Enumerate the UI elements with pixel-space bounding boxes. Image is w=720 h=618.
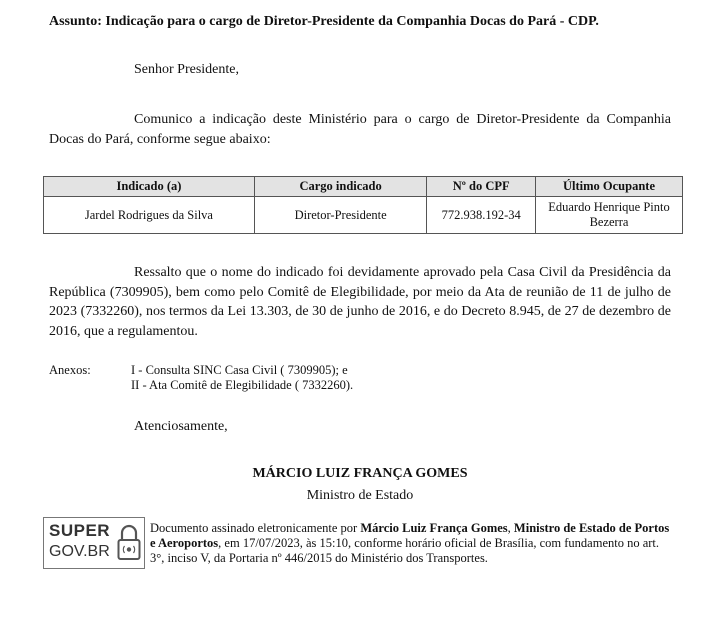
padlock-icon [117,522,141,562]
nomination-table [43,176,683,234]
subject-label: Assunto [49,14,98,29]
sig-prefix: Documento assinado eletronicamente por [150,521,358,535]
header-cargo: Cargo indicado [254,177,427,197]
table-row [44,197,683,234]
sig-signer-name: Márcio Luiz França Gomes [360,521,508,535]
cell-ultimo-ocupante: Eduardo Henrique Pinto Bezerra [536,197,683,234]
annexes-label: Anexos: [49,363,91,377]
signer-role: Ministro de Estado [306,488,414,503]
sig-suffix: , em 17/07/2023, às 15:10, conforme horário oficial de Brasília, com fundamento no art. 3°, inciso V, da Portaria nº 446/2015 do Ministério dos Transportes. [150,536,660,565]
cell-cargo: Diretor-Presidente [254,197,427,234]
annex-item: I - Consulta SINC Casa Civil ( 7309905); e [131,363,348,377]
cell-indicado: Jardel Rodrigues da Silva [44,197,255,234]
closing: Atenciosamente, [134,419,228,434]
paragraph-approval: Ressalto que o nome do indicado foi devidamente aprovado pela Casa Civil da Presidência da República (7309905), bem como pelo Comitê de Elegibilidade, por meio da Ata de reunião de 11 de julho de 2023 (7332260), nos termos da Lei 13.303, de 30 de junho de 2016, e do Decreto 8.945, de 27 de dezembro de 2016, que a regulamentou. [49,265,671,339]
electronic-signature-text: Documento assinado eletronicamente por Márcio Luiz França Gomes, Ministro de Estado de Portos e Aeroportos, em 17/07/2023, às 15:10, conforme horário oficial de Brasília, com fundamento no art. 3°, inciso V, da Portaria nº 446/2015 do Ministério dos Transportes. [150,521,670,565]
signer-name: MÁRCIO LUIZ FRANÇA GOMES [252,466,468,481]
annex-item: II - Ata Comitê de Elegibilidade ( 7332260). [131,378,354,392]
greeting: Senhor Presidente, [134,62,239,77]
seal-line2: GOV.BR [49,543,110,560]
subject-line: Assunto: Indicação para o cargo de Diretor-Presidente da Companhia Docas do Pará - CDP. [49,14,599,29]
header-indicado: Indicado (a) [44,177,255,197]
header-ultimo-ocupante: Último Ocupante [536,177,683,197]
subject-text: Indicação para o cargo de Diretor-Presidente da Companhia Docas do Pará - CDP. [105,14,599,29]
seal-line1: SUPER [49,521,111,540]
super-gov-seal [43,517,145,569]
sig-signer-title: Ministro de Estado de Portos e Aeroportos [150,521,670,550]
annexes-list [131,363,353,393]
paragraph-intro: Comunico a indicação deste Ministério para o cargo de Diretor-Presidente da Companhia Docas do Pará, conforme segue abaixo: [49,112,671,147]
table-header-row [44,177,683,197]
header-cpf: Nº do CPF [427,177,536,197]
cell-cpf: 772.938.192-34 [427,197,536,234]
